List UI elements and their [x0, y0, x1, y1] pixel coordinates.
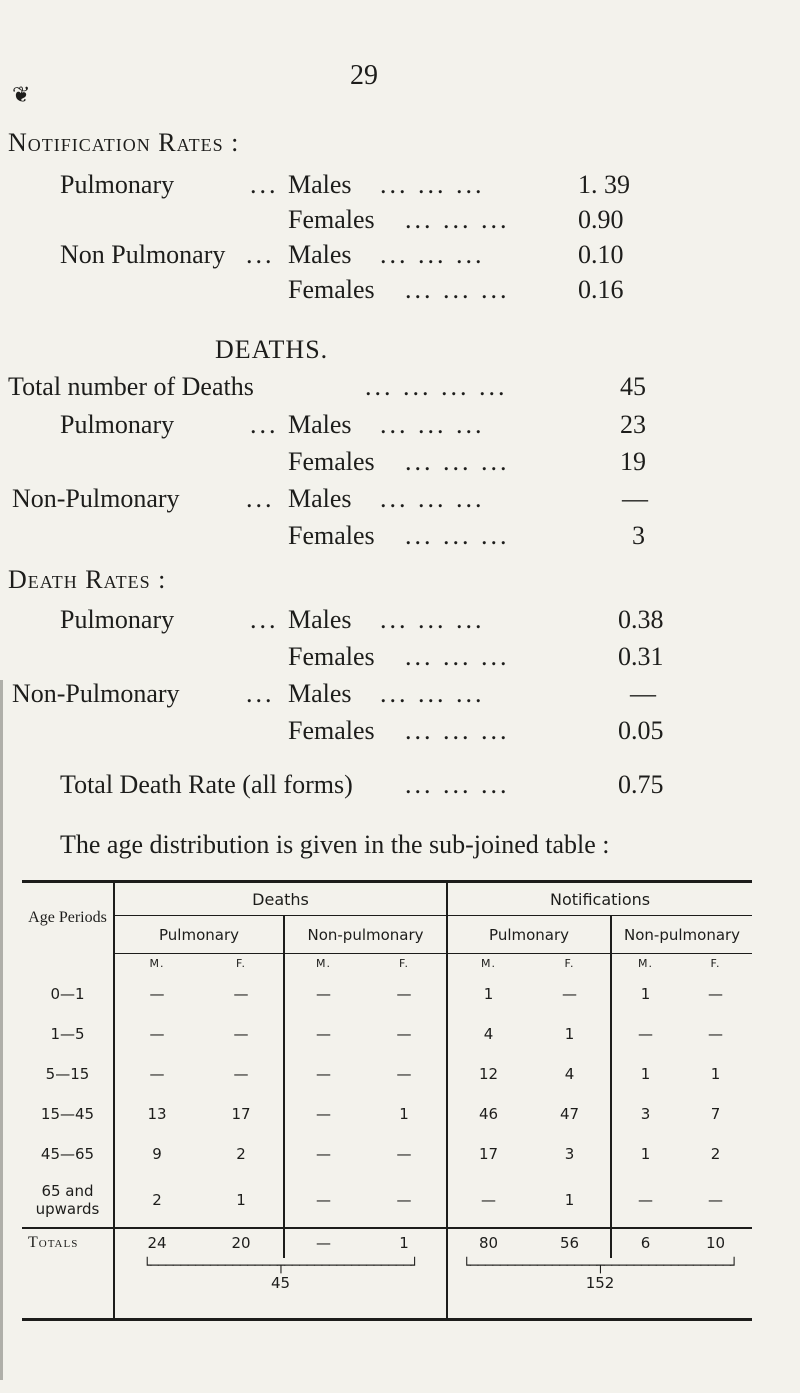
leader-dots: ... ... ...: [380, 679, 485, 708]
totals-label: Totals: [22, 1228, 114, 1258]
sex-label: Males: [288, 240, 352, 269]
total-cell: 10: [679, 1228, 752, 1258]
total-death-rate-label: Total Death Rate (all forms): [60, 770, 353, 799]
table-cell: 46: [478, 1104, 499, 1123]
total-cell: 20: [199, 1228, 284, 1258]
male-header: M.: [149, 957, 165, 971]
leader-dots: ... ... ...: [405, 770, 510, 799]
leader-dots: ...: [250, 170, 279, 199]
table-row: [22, 1174, 752, 1228]
table-cell: —: [638, 1024, 654, 1043]
group-label: Non-Pulmonary: [12, 679, 180, 708]
leader-dots: ... ... ...: [405, 205, 510, 234]
ink-blot-mark: ❦: [12, 82, 31, 107]
leader-dots: ...: [246, 484, 275, 513]
deaths-non-pulmonary-header: Non-pulmonary: [284, 916, 447, 954]
deaths-heading: DEATHS.: [215, 335, 329, 364]
age-periods-header: Age Periods: [22, 882, 114, 954]
table-cell: —: [316, 984, 331, 1003]
leader-dots: ...: [246, 679, 275, 708]
table-cell: —: [362, 1014, 447, 1054]
leader-dots: ... ... ...: [380, 605, 485, 634]
leader-dots: ...: [250, 410, 279, 439]
total-death-rate-value: 0.75: [618, 770, 664, 799]
leader-dots: ... ... ...: [405, 447, 510, 476]
deaths-pulmonary-header: Pulmonary: [114, 916, 284, 954]
age-period-cell: 5—15: [22, 1054, 114, 1094]
sex-label: Males: [288, 170, 352, 199]
female-header: F.: [199, 954, 284, 974]
rate-value: 0.90: [578, 205, 624, 234]
table-row: [22, 1014, 752, 1054]
leader-dots: ... ... ...: [405, 642, 510, 671]
male-header: M.: [316, 957, 331, 971]
notifications-column-header: Notifications: [447, 882, 752, 916]
group-label: Non Pulmonary: [60, 240, 226, 269]
table-cell: —: [316, 1191, 331, 1209]
deaths-brace: └─────────────────┬─────────────────┘: [143, 1257, 418, 1274]
notifications-non-pulmonary-header: Non-pulmonary: [611, 916, 752, 954]
table-cell: —: [316, 1064, 331, 1083]
leader-dots: ... ... ...: [405, 275, 510, 304]
table-cell: —: [362, 1054, 447, 1094]
table-cell: —: [362, 974, 447, 1014]
table-cell: 2: [152, 1191, 162, 1209]
female-header: F.: [710, 957, 721, 971]
leader-dots: ...: [250, 605, 279, 634]
sex-label: Males: [288, 484, 352, 513]
table-cell: 1: [710, 1064, 721, 1083]
table-cell: —: [149, 1024, 165, 1043]
sex-label: Females: [288, 521, 375, 550]
rate-value: 1. 39: [578, 170, 630, 199]
deaths-column-header: Deaths: [114, 882, 447, 916]
death-count: 19: [620, 447, 646, 476]
sex-label: Females: [288, 642, 375, 671]
age-period-cell: 45—65: [22, 1134, 114, 1174]
rate-value: 0.05: [618, 716, 664, 745]
group-label: Non-Pulmonary: [12, 484, 180, 513]
table-cell: 9: [152, 1144, 162, 1163]
death-count: 23: [620, 410, 646, 439]
scan-edge-shadow: [0, 680, 3, 1380]
totals-row: [22, 1228, 752, 1258]
table-cell: —: [316, 1024, 331, 1043]
sex-label: Females: [288, 716, 375, 745]
male-header: M.: [638, 957, 654, 971]
table-cell: —: [638, 1191, 654, 1209]
rate-value: 0.10: [578, 240, 624, 269]
death-count: 3: [632, 521, 645, 550]
notifications-grand-total: 152: [585, 1273, 615, 1292]
age-period-cell: 1—5: [22, 1014, 114, 1054]
rate-value: —: [630, 679, 656, 708]
total-cell: —: [284, 1228, 362, 1258]
total-cell: 1: [362, 1228, 447, 1258]
rate-value: 0.16: [578, 275, 624, 304]
table-cell: —: [529, 974, 611, 1014]
table-cell: 4: [483, 1024, 494, 1043]
table-cell: —: [481, 1191, 497, 1209]
table-cell: 13: [147, 1104, 167, 1123]
table-cell: —: [362, 1174, 447, 1228]
sex-label: Females: [288, 275, 375, 304]
table-cell: —: [708, 984, 724, 1003]
notifications-pulmonary-header: Pulmonary: [447, 916, 611, 954]
leader-dots: ... ... ...: [380, 170, 485, 199]
age-distribution-table: [22, 880, 752, 1321]
table-cell: 1: [483, 984, 494, 1003]
leader-dots: ... ... ...: [405, 521, 510, 550]
female-header: F.: [529, 954, 611, 974]
table-cell: 1: [640, 1144, 651, 1163]
table-cell: 4: [529, 1054, 611, 1094]
leader-dots: ...: [246, 240, 275, 269]
table-cell: 1: [529, 1174, 611, 1228]
sex-label: Females: [288, 447, 375, 476]
table-cell: —: [149, 1064, 165, 1083]
total-cell: 56: [529, 1228, 611, 1258]
age-period-cell: 65 and upwards: [22, 1174, 114, 1228]
notification-rates-heading: Notification Rates :: [8, 128, 240, 157]
table-cell: —: [199, 1054, 284, 1094]
table-cell: —: [149, 984, 165, 1003]
table-cell: 2: [199, 1134, 284, 1174]
total-cell: 24: [114, 1228, 199, 1258]
sex-label: Males: [288, 410, 352, 439]
death-rates-heading: Death Rates :: [8, 565, 167, 594]
leader-dots: ... ... ... ...: [365, 372, 508, 401]
table-cell: 7: [710, 1104, 721, 1123]
female-header: F.: [362, 954, 447, 974]
leader-dots: ... ... ...: [380, 240, 485, 269]
table-row: [22, 1134, 752, 1174]
deaths-grand-total: 45: [270, 1273, 291, 1292]
table-cell: 1: [640, 1064, 651, 1083]
age-period-cell: 0—1: [22, 974, 114, 1014]
table-row: [22, 1054, 752, 1094]
age-distribution-intro: The age distribution is given in the sub-joined table :: [60, 830, 610, 859]
table-cell: —: [708, 1191, 724, 1209]
table-cell: 3: [640, 1104, 651, 1123]
death-count: —: [622, 484, 648, 513]
group-label: Pulmonary: [60, 605, 175, 634]
sex-label: Males: [288, 605, 352, 634]
grand-totals-row: [22, 1258, 752, 1320]
table-cell: —: [708, 1024, 724, 1043]
page-number: 29: [350, 60, 378, 91]
table-cell: 1: [199, 1174, 284, 1228]
table-cell: —: [199, 1014, 284, 1054]
total-cell: 6: [611, 1228, 679, 1258]
rate-value: 0.31: [618, 642, 664, 671]
leader-dots: ... ... ...: [380, 410, 485, 439]
table-row: [22, 1094, 752, 1134]
group-label: Pulmonary: [60, 170, 175, 199]
total-deaths-label: Total number of Deaths: [8, 372, 254, 401]
total-deaths-value: 45: [620, 372, 646, 401]
sex-header-row: [22, 954, 752, 974]
table-cell: —: [199, 974, 284, 1014]
total-cell: 80: [447, 1228, 529, 1258]
sex-label: Males: [288, 679, 352, 708]
rate-value: 0.38: [618, 605, 664, 634]
table-cell: 47: [529, 1094, 611, 1134]
table-cell: 3: [529, 1134, 611, 1174]
group-label: Pulmonary: [60, 410, 175, 439]
age-period-cell: 15—45: [22, 1094, 114, 1134]
leader-dots: ... ... ...: [380, 484, 485, 513]
notifications-brace: └─────────────────┬─────────────────┘: [462, 1257, 738, 1274]
table-cell: —: [316, 1104, 331, 1123]
table-cell: —: [362, 1134, 447, 1174]
table-row: [22, 974, 752, 1014]
table-cell: 17: [199, 1094, 284, 1134]
table-cell: 2: [710, 1144, 721, 1163]
table-cell: 12: [478, 1064, 499, 1083]
sex-label: Females: [288, 205, 375, 234]
table-cell: 17: [478, 1144, 499, 1163]
table-cell: 1: [640, 984, 651, 1003]
table-cell: 1: [362, 1094, 447, 1134]
male-header: M.: [481, 957, 497, 971]
table-cell: 1: [529, 1014, 611, 1054]
leader-dots: ... ... ...: [405, 716, 510, 745]
table-cell: —: [316, 1144, 331, 1163]
